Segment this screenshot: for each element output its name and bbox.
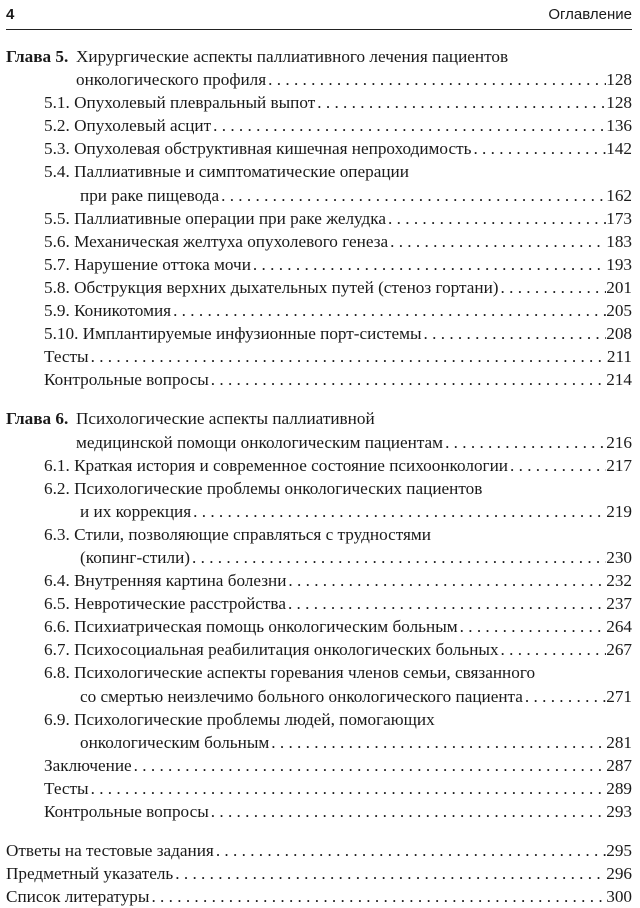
chapter-label: Глава 5. — [6, 47, 69, 66]
toc-chapter-6[interactable] — [6, 407, 632, 453]
page-ref: 173 — [606, 208, 632, 228]
page-header — [6, 4, 632, 24]
page-ref: 162 — [606, 185, 632, 205]
section-title: Внутренняя картина болезни — [74, 571, 287, 591]
page-ref: 295 — [606, 841, 632, 861]
entry-title: Тесты — [44, 347, 89, 367]
page-ref: 211 — [606, 347, 632, 367]
section-title-line2: онкологическим больным — [80, 732, 270, 752]
toc-section-6-4[interactable] — [6, 569, 632, 592]
page-ref: 214 — [606, 370, 632, 390]
page-ref: 267 — [606, 640, 632, 660]
dot-leader — [132, 754, 607, 777]
section-title: Паллиативные операции при раке желудка — [74, 208, 387, 228]
toc-questions-6[interactable] — [6, 800, 632, 823]
section-number: 5.7. — [44, 254, 70, 274]
dot-leader — [209, 368, 606, 391]
dot-leader — [190, 546, 606, 569]
page-ref: 232 — [606, 571, 632, 591]
page-ref: 128 — [606, 70, 632, 90]
section-title: Невротические расстройства — [74, 594, 286, 614]
page-ref: 237 — [606, 594, 632, 614]
section-number: 5.9. — [44, 301, 70, 321]
toc-section-5-1[interactable] — [6, 91, 632, 114]
dot-leader — [173, 862, 606, 885]
entry-title: Предметный указатель — [6, 864, 174, 884]
toc-section-5-4[interactable] — [6, 160, 632, 206]
section-title: Механическая желтуха опухолевого генеза — [74, 231, 389, 251]
dot-leader — [458, 615, 607, 638]
section-title: Обструкция верхних дыхательных путей (стеноз гортани) — [74, 277, 499, 297]
chapter-title-line2: онкологического профиля — [76, 70, 267, 90]
section-number: 5.8. — [44, 277, 70, 297]
page-ref: 289 — [606, 778, 632, 798]
dot-leader — [89, 345, 607, 368]
page-ref: 183 — [606, 231, 632, 251]
page-ref: 219 — [606, 501, 632, 521]
entry-title: Ответы на тестовые задания — [6, 841, 214, 861]
dot-leader — [386, 207, 606, 230]
page-ref: 217 — [606, 455, 632, 475]
section-title: Коникотомия — [74, 301, 172, 321]
toc-answers[interactable] — [6, 839, 632, 862]
toc-section-5-9[interactable] — [6, 299, 632, 322]
section-number: 5.1. — [44, 93, 70, 113]
page-ref: 216 — [606, 432, 632, 452]
entry-title: Контрольные вопросы — [44, 370, 209, 390]
toc-conclusion-6[interactable] — [6, 754, 632, 777]
toc-chapter-5[interactable] — [6, 45, 632, 91]
toc-section-5-6[interactable] — [6, 230, 632, 253]
section-title: Краткая история и современное состояние психоонкологии — [74, 455, 509, 475]
page-ref: 193 — [606, 254, 632, 274]
dot-leader — [443, 431, 606, 454]
section-number: 5.10. — [44, 324, 79, 344]
page-ref: 296 — [606, 864, 632, 884]
dot-leader — [315, 91, 606, 114]
section-title: Психосоциальная реабилитация онкологических больных — [74, 640, 499, 660]
dot-leader — [211, 114, 606, 137]
dot-leader — [219, 184, 606, 207]
chapter-label: Глава 6. — [6, 409, 69, 429]
entry-title: Заключение — [44, 755, 132, 775]
page-ref: 264 — [606, 617, 632, 637]
toc-section-5-8[interactable] — [6, 276, 632, 299]
page-ref: 208 — [606, 324, 632, 344]
section-title-line1: Психологические проблемы людей, помогающих — [74, 709, 435, 729]
page-number: 4 — [6, 6, 15, 23]
toc-tests-5[interactable] — [6, 345, 632, 368]
toc-questions-5[interactable] — [6, 368, 632, 391]
toc-section-5-10[interactable] — [6, 322, 632, 345]
section-title-line2: и их коррекция — [80, 501, 192, 521]
section-number: 5.4. — [44, 162, 70, 182]
toc-section-6-9[interactable] — [6, 708, 632, 754]
toc-section-5-3[interactable] — [6, 137, 632, 160]
page-ref: 230 — [606, 547, 632, 567]
dot-leader — [171, 299, 606, 322]
section-number: 6.3. — [44, 524, 70, 544]
section-number: 5.5. — [44, 208, 70, 228]
toc-section-6-7[interactable] — [6, 638, 632, 661]
section-title-line1: Психологические проблемы онкологических пациентов — [74, 478, 483, 498]
section-title: Опухолевая обструктивная кишечная непроходимость — [74, 139, 472, 159]
entry-title: Тесты — [44, 778, 89, 798]
page-ref: 136 — [606, 116, 632, 136]
chapter-title-line1: Психологические аспекты паллиативной — [76, 409, 375, 429]
section-title-line1: Психологические аспекты горевания членов семьи, связанного — [74, 663, 536, 683]
section-number: 6.2. — [44, 478, 70, 498]
dot-leader — [499, 276, 607, 299]
section-title-line1: Паллиативные и симптоматические операции — [74, 162, 409, 182]
section-number: 6.8. — [44, 663, 70, 683]
dot-leader — [471, 137, 606, 160]
section-title: Опухолевый плевральный выпот — [74, 93, 316, 113]
dot-leader — [269, 731, 606, 754]
page-ref: 142 — [606, 139, 632, 159]
toc-section-6-5[interactable] — [6, 592, 632, 615]
section-title: Опухолевый асцит — [74, 116, 212, 136]
section-number: 5.2. — [44, 116, 70, 136]
dot-leader — [149, 885, 606, 908]
section-number: 6.1. — [44, 455, 70, 475]
toc-section-5-5[interactable] — [6, 207, 632, 230]
page-ref: 300 — [606, 887, 632, 907]
section-title: Имплантируемые инфузионные порт-системы — [82, 324, 422, 344]
section-title: Нарушение оттока мочи — [74, 254, 251, 274]
toc-section-6-8[interactable] — [6, 661, 632, 707]
toc-references[interactable] — [6, 885, 632, 908]
dot-leader — [523, 685, 606, 708]
page-ref: 287 — [606, 755, 632, 775]
dot-leader — [286, 569, 606, 592]
section-title-line2: со смертью неизлечимо больного онкологического пациента — [80, 686, 523, 706]
section-title: Психиатрическая помощь онкологическим больным — [74, 617, 458, 637]
dot-leader — [251, 253, 606, 276]
dot-leader — [209, 800, 606, 823]
section-title-line2: при раке пищевода — [80, 185, 220, 205]
header-rule — [6, 29, 632, 30]
chapter-title-line1: Хирургические аспекты паллиативного лечения пациентов — [76, 47, 509, 66]
table-of-contents — [6, 45, 632, 908]
dot-leader — [214, 839, 606, 862]
dot-leader — [89, 777, 607, 800]
page-ref: 293 — [606, 802, 632, 821]
page-ref: 201 — [606, 277, 632, 297]
page-ref: 128 — [606, 93, 632, 113]
dot-leader — [266, 68, 606, 91]
toc-section-6-2[interactable] — [6, 477, 632, 523]
page-ref: 271 — [606, 686, 632, 706]
dot-leader — [508, 454, 606, 477]
dot-leader — [422, 322, 607, 345]
page-ref: 281 — [606, 732, 632, 752]
page-ref: 205 — [606, 301, 632, 321]
toc-section-5-7[interactable] — [6, 253, 632, 276]
chapter-title-line2: медицинской помощи онкологическим пациентам — [76, 432, 444, 452]
dot-leader — [191, 500, 606, 523]
toc-section-6-1[interactable] — [6, 454, 632, 477]
entry-title: Список литературы — [6, 887, 150, 907]
dot-leader — [286, 592, 606, 615]
entry-title: Контрольные вопросы — [44, 802, 209, 821]
toc-section-6-3[interactable] — [6, 523, 632, 569]
section-title-line1: Стили, позволяющие справляться с трудностями — [74, 524, 432, 544]
section-number: 6.6. — [44, 617, 70, 637]
running-title: Оглавление — [548, 6, 632, 23]
dot-leader — [388, 230, 606, 253]
section-number: 5.6. — [44, 231, 70, 251]
section-number: 6.4. — [44, 571, 70, 591]
section-number: 6.9. — [44, 709, 70, 729]
section-number: 5.3. — [44, 139, 70, 159]
section-number: 6.7. — [44, 640, 70, 660]
dot-leader — [499, 638, 607, 661]
toc-tests-6[interactable] — [6, 777, 632, 800]
toc-subject-index[interactable] — [6, 862, 632, 885]
section-title-line2: (копинг-стили) — [80, 547, 190, 567]
toc-section-5-2[interactable] — [6, 114, 632, 137]
toc-section-6-6[interactable] — [6, 615, 632, 638]
section-number: 6.5. — [44, 594, 70, 614]
